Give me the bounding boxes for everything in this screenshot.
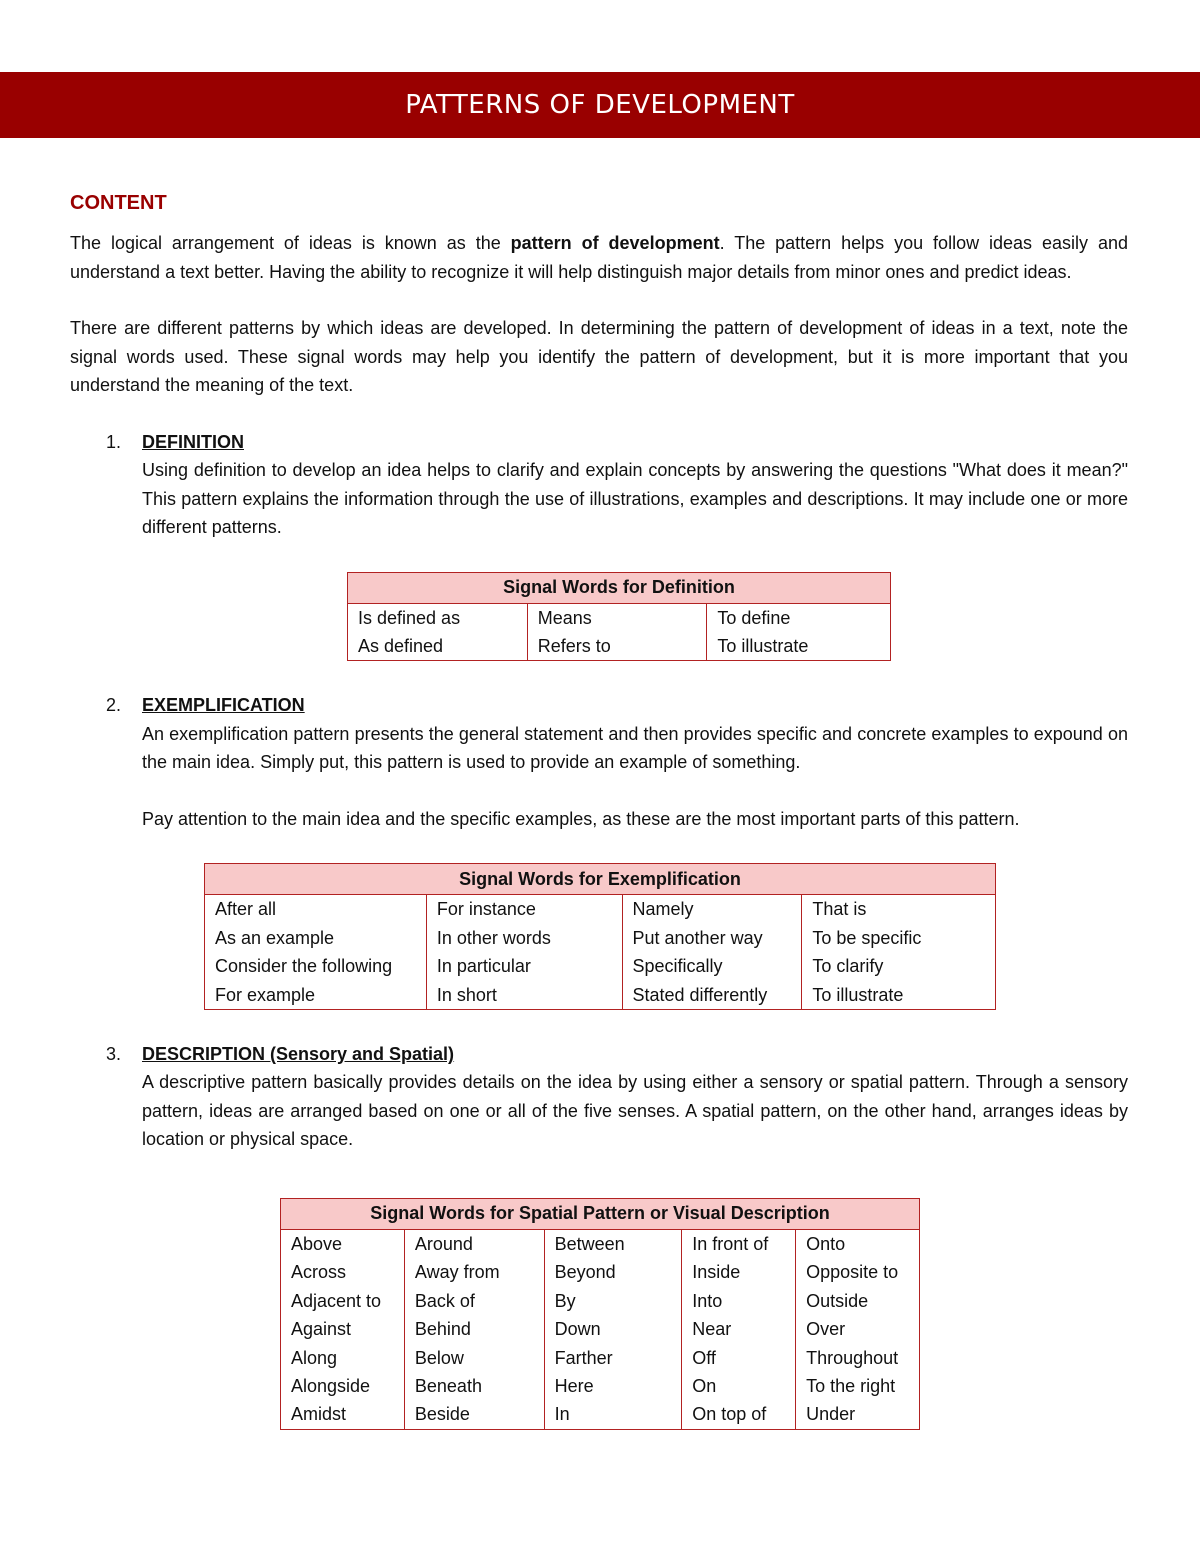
table-cell: Beyond — [544, 1258, 682, 1286]
table-header: Signal Words for Exemplification — [205, 864, 996, 895]
section-body: An exemplification pattern presents the general statement and then provides specific and concrete examples to expound on the main idea. Simply put, this pattern is used to provide an example of something. — [142, 723, 1128, 773]
table-header: Signal Words for Definition — [348, 572, 891, 603]
table-cell: In short — [426, 981, 622, 1010]
table-cell: Outside — [796, 1287, 920, 1315]
table-cell: Namely — [622, 895, 802, 924]
table-cell: Into — [682, 1287, 796, 1315]
signal-words-paragraph: There are different patterns by which ideas are developed. In determining the pattern of development of ideas in a text, note the signal words used. These signal words may help you identify the pattern of development, but it is more important that you understand the meaning of the text. — [70, 318, 1128, 395]
table-cell: To illustrate — [802, 981, 996, 1010]
exemplification-signal-table — [204, 863, 996, 1010]
section-number: 1. — [106, 431, 122, 452]
definition-signal-table — [347, 572, 891, 662]
table-cell: For instance — [426, 895, 622, 924]
table-cell: Over — [796, 1315, 920, 1343]
table-cell: That is — [802, 895, 996, 924]
table-cell: Under — [796, 1400, 920, 1429]
table-cell: On top of — [682, 1400, 796, 1429]
table-cell: Away from — [404, 1258, 544, 1286]
table-cell: Stated differently — [622, 981, 802, 1010]
table-cell: Between — [544, 1229, 682, 1258]
page-title: PATTERNS OF DEVELOPMENT — [405, 90, 795, 120]
table-row — [281, 1315, 920, 1343]
document-body — [70, 192, 1128, 1430]
section-title: EXEMPLIFICATION — [142, 695, 305, 716]
table-cell: By — [544, 1287, 682, 1315]
table-cell: Near — [682, 1315, 796, 1343]
table-cell: After all — [205, 895, 427, 924]
table-row — [205, 952, 996, 980]
section-body: Using definition to develop an idea helps to clarify and explain concepts by answering the questions "What does it mean?" This pattern explains the information through the use of illustrations, examples and descriptions. It may include one or more different patterns. — [142, 460, 1128, 537]
intro-paragraph — [70, 229, 1128, 286]
table-cell: Inside — [682, 1258, 796, 1286]
table-cell: Beside — [404, 1400, 544, 1429]
table-row — [281, 1344, 920, 1372]
table-row — [281, 1258, 920, 1286]
section-body: A descriptive pattern basically provides details on the idea by using either a sensory or spatial pattern. Through a sensory pattern, ideas are arranged based on one or all of the five senses. A spatial pattern, on the other hand, arranges ideas by location or physical space. — [142, 1072, 1128, 1150]
table-cell: Throughout — [796, 1344, 920, 1372]
table-row — [205, 981, 996, 1010]
table-cell: To be specific — [802, 924, 996, 952]
section-title: DESCRIPTION (Sensory and Spatial) — [142, 1043, 455, 1064]
table-cell: Refers to — [527, 632, 707, 661]
table-cell: Across — [281, 1258, 405, 1286]
intro-bold-term: pattern of development — [510, 233, 720, 253]
table-cell: Down — [544, 1315, 682, 1343]
table-row — [281, 1372, 920, 1400]
table-cell: Below — [404, 1344, 544, 1372]
table-row — [348, 603, 891, 632]
table-cell: As defined — [348, 632, 528, 661]
table-cell: Adjacent to — [281, 1287, 405, 1315]
table-row — [281, 1400, 920, 1429]
table-cell: To clarify — [802, 952, 996, 980]
table-cell: Around — [404, 1229, 544, 1258]
page-banner — [0, 72, 1200, 138]
table-cell: In other words — [426, 924, 622, 952]
table-cell: Along — [281, 1344, 405, 1372]
section-number: 3. — [106, 1043, 122, 1064]
section-title: DEFINITION — [142, 431, 244, 452]
table-cell: Consider the following — [205, 952, 427, 980]
content-heading: CONTENT — [70, 192, 167, 214]
spatial-signal-table — [280, 1198, 920, 1430]
section-description — [70, 1040, 1128, 1154]
table-cell: Farther — [544, 1344, 682, 1372]
table-cell: Beneath — [404, 1372, 544, 1400]
table-cell: In — [544, 1400, 682, 1429]
table-cell: Alongside — [281, 1372, 405, 1400]
table-cell: Onto — [796, 1229, 920, 1258]
table-row — [205, 895, 996, 924]
table-cell: Back of — [404, 1287, 544, 1315]
table-row — [281, 1287, 920, 1315]
table-cell: Opposite to — [796, 1258, 920, 1286]
section-definition — [70, 428, 1128, 542]
table-row — [348, 632, 891, 661]
intro-text-end: . The pattern helps you follow ideas easily and understand a text better. Having the ability to recognize it will help distinguish major details from minor ones and predict ideas. — [70, 233, 1128, 282]
table-cell: To define — [707, 603, 891, 632]
section-exemplification — [70, 691, 1128, 833]
table-cell: Above — [281, 1229, 405, 1258]
table-row — [205, 924, 996, 952]
table-cell: Behind — [404, 1315, 544, 1343]
table-header: Signal Words for Spatial Pattern or Visual Description — [281, 1198, 920, 1229]
table-cell: Against — [281, 1315, 405, 1343]
table-cell: Here — [544, 1372, 682, 1400]
section-number: 2. — [106, 695, 122, 716]
table-cell: Off — [682, 1344, 796, 1372]
table-cell: On — [682, 1372, 796, 1400]
table-row — [281, 1229, 920, 1258]
table-cell: To illustrate — [707, 632, 891, 661]
table-cell: Means — [527, 603, 707, 632]
intro-text-start: The logical arrangement of ideas is known as the — [70, 233, 511, 253]
table-cell: Put another way — [622, 924, 802, 952]
table-cell: Is defined as — [348, 603, 528, 632]
table-cell: Specifically — [622, 952, 802, 980]
table-cell: To the right — [796, 1372, 920, 1400]
table-cell: For example — [205, 981, 427, 1010]
section-body-note: Pay attention to the main idea and the specific examples, as these are the most important parts of this pattern. — [142, 808, 1020, 829]
table-cell: As an example — [205, 924, 427, 952]
table-cell: In particular — [426, 952, 622, 980]
table-cell: Amidst — [281, 1400, 405, 1429]
table-cell: In front of — [682, 1229, 796, 1258]
